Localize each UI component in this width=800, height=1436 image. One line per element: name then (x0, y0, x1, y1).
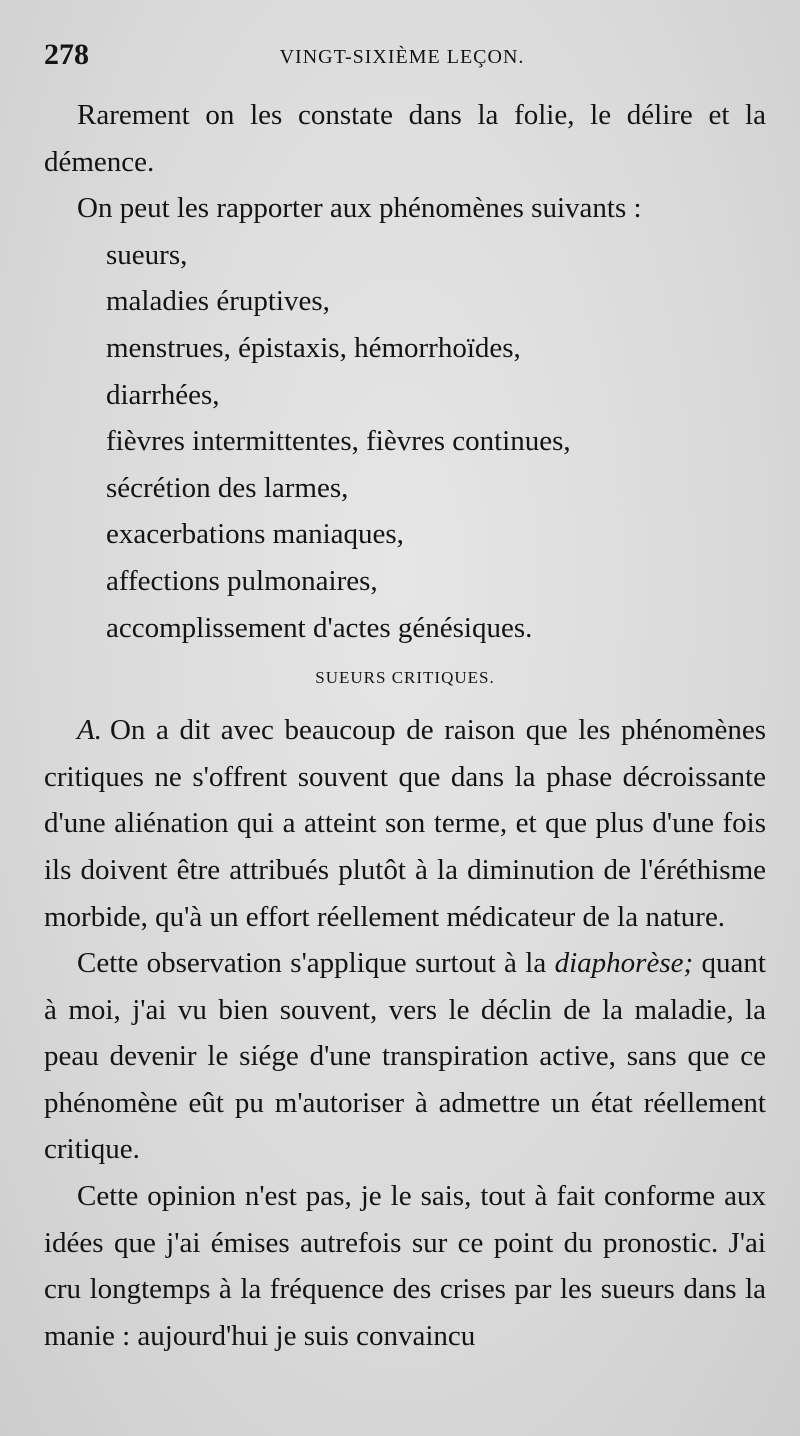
paragraph-4-emphasis: diaphorèse; (554, 947, 694, 980)
list-item: affections pulmonaires, (106, 564, 378, 597)
paragraph-5: Cette opinion n'est pas, je le sais, tout à fait conforme aux idées que j'ai émises autrefois sur ce point du pronostic. J'ai cru longtemps à la fréquence des crises par les sueurs dans la manie : aujourd'hui je suis convaincu (44, 1180, 766, 1352)
list-item: fièvres intermittentes, fièvres continues, (106, 425, 571, 458)
list-item: sécrétion des larmes, (106, 471, 349, 504)
section-heading: SUEURS CRITIQUES. (315, 668, 495, 688)
paragraph-4-before: Cette observation s'applique surtout à la (77, 947, 555, 980)
paragraph-3 (44, 707, 766, 940)
list-item: menstrues, épistaxis, hémorrhoïdes, (106, 331, 521, 364)
phenomena-list (44, 232, 766, 651)
paragraph-1: Rarement on les constate dans la folie, le délire et la démence. (44, 99, 766, 178)
paragraph-2: On peut les rapporter aux phénomènes suivants : (77, 192, 642, 225)
list-item: sueurs, (106, 238, 188, 271)
section-marker: A. (77, 714, 102, 747)
paragraph-3-text: On a dit avec beaucoup de raison que les phénomènes critiques ne s'offrent souvent que dans la phase décroissante d'une aliénation qui a atteint son terme, et que plus d'une fois ils doivent être attribués plutôt à la diminution de l'éréthisme morbide, qu'à un effort réellement médicateur de la nature. (44, 714, 766, 933)
body-text (44, 92, 766, 1359)
paragraph-4-after: quant à moi, j'ai vu bien souvent, vers le déclin de la maladie, la peau devenir le siége d'une transpiration active, sans que ce phénomène eût pu m'autoriser à admettre un état réellement critique. (44, 947, 766, 1166)
paragraph-4 (44, 940, 766, 1173)
list-item: maladies éruptives, (106, 285, 330, 318)
page-number: 278 (44, 38, 89, 71)
list-item: accomplissement d'actes génésiques. (106, 611, 533, 644)
list-item: exacerbations maniaques, (106, 518, 404, 551)
running-title: VINGT-SIXIÈME LEÇON. (279, 46, 525, 68)
list-item: diarrhées, (106, 378, 220, 411)
page-header (44, 38, 760, 78)
